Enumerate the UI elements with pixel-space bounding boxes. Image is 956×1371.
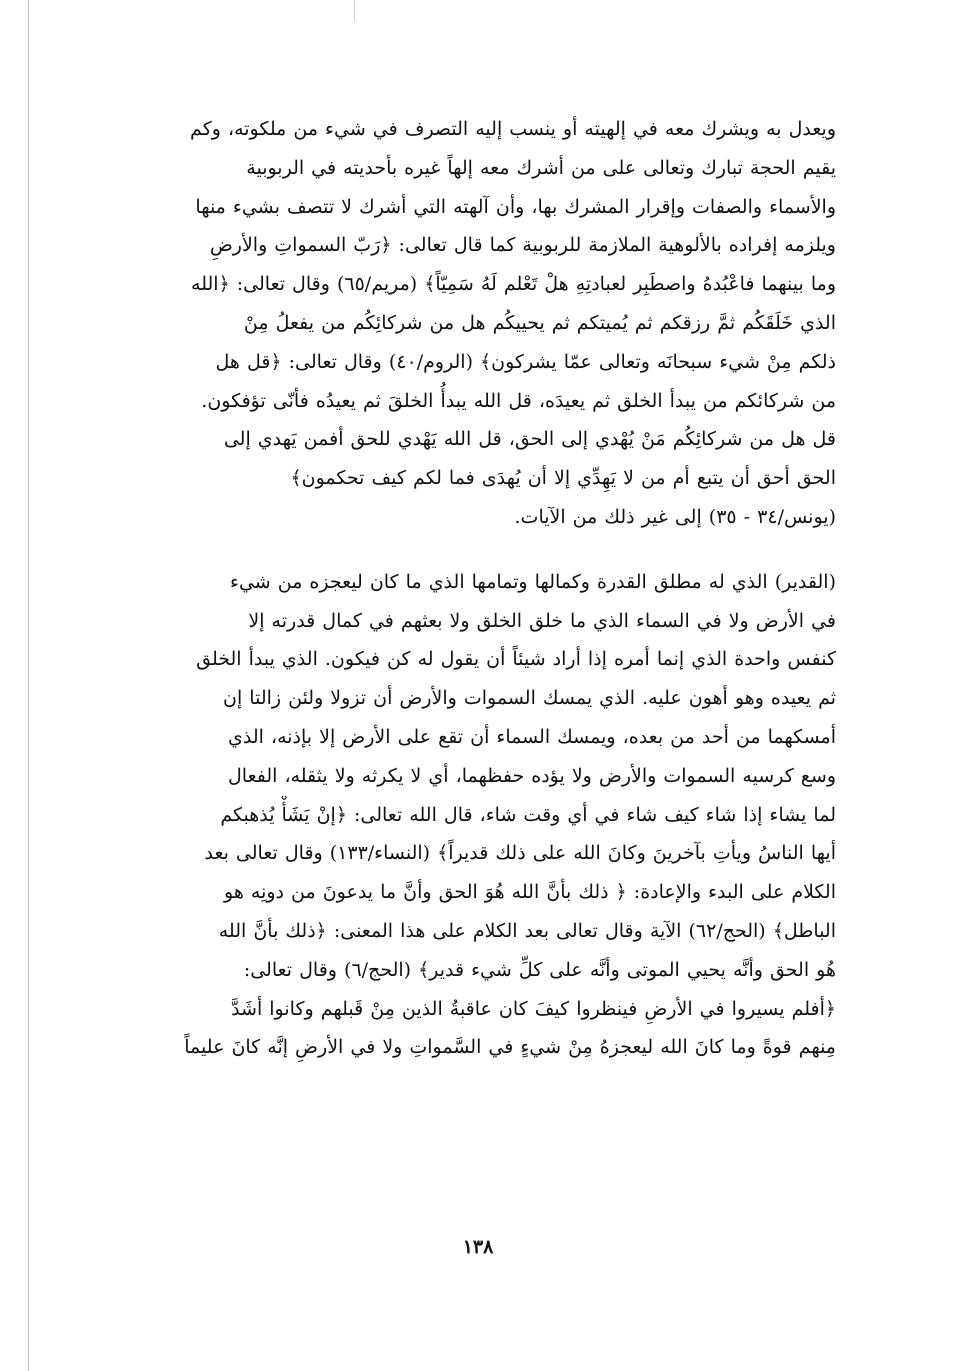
text-line: كنفس واحدة الذي إنما أمره إذا أراد شيئاً أن يقول له كن فيكون. الذي يبدأ الخلق xyxy=(196,648,836,671)
text-line: يقيم الحجة تبارك وتعالى على من أشرك معه إلهاً غيره بأحديته في الربوبية xyxy=(246,156,836,179)
text-line: هُو الحق وأنَّه يحيي الموتى وأنَّه على كلِّ شيء قدير﴾ (الحج/٦) وقال تعالى: xyxy=(243,958,836,981)
page-body xyxy=(124,110,836,1067)
text-line: ويلزمه إفراده بالألوهية الملازمة للربوبية كما قال تعالى: ﴿رَبّ السمواتِ والأرضِ xyxy=(209,234,836,257)
text-line: الحق أحق أن يتبع أم من لا يَهِدِّي إلا أن يُهدَى فما لكم كيف تحكمون﴾ xyxy=(290,467,836,490)
text-line: (القدير) الذي له مطلق القدرة وكمالها وتمامها الذي ما كان ليعجزه من شيء xyxy=(230,570,836,593)
text-line: مِنهم قوةً وما كانَ الله ليعجزهُ مِنْ شيءٍ في السَّمواتِ ولا في الأرضِ إنَّه كانَ عليماً xyxy=(184,1036,836,1059)
text-line: وسع كرسيه السموات والأرض ولا يؤده حفظهما، أي لا يكرثه ولا يثقله، الفعال xyxy=(227,764,836,787)
text-line: وما بينهما فاعْبُدهُ واصطَبِر لعبادتِهِ هلْ تَعْلم لَهُ سَمِيّاً﴾ (مريم/٦٥) وقال تعالى: ﴿الله xyxy=(191,273,836,296)
text-line: (يونس/٣٤ - ٣٥) إلى غير ذلك من الآيات. xyxy=(514,505,836,528)
text-line: ثم يعيده وهو أهون عليه. الذي يمسك السموات والأرض أن تزولا ولئن زالتا إن xyxy=(223,687,836,710)
text-line: الكلام على البدء والإعادة: ﴿ ذلك بأنَّ الله هُوَ الحق وأنَّ ما يدعونَ من دونِه هو xyxy=(224,881,836,904)
text-line: ذلكم مِنْ شيء سبحانَه وتعالى عمّا يشركون﴾ (الروم/٤٠) وقال تعالى: ﴿قل هل xyxy=(215,350,836,373)
text-line: الباطل﴾ (الحج/٦٢) الآية وقال تعالى بعد الكلام على هذا المعنى: ﴿ذلك بأنَّ الله xyxy=(218,919,836,942)
text-line: الذي خَلَقَكُم ثمَّ رزقكم ثم يُميتكم ثم يحييكُم هل من شركائِكُم من يفعلُ مِنْ xyxy=(243,311,836,334)
text-line: قل هل من شركائِكُم مَنْ يُهْدي إلى الحق، قل الله يَهْدي للحق أفمن يَهدي إلى xyxy=(223,428,836,451)
text-line: أيها الناسُ ويأتِ بآخرينَ وكانَ الله على ذلك قديراً﴾ (النساء/١٣٣) وقال تعالى بعد xyxy=(204,842,836,865)
scan-edge-left xyxy=(28,0,29,1371)
text-line: والأسماء والصفات وإقرار المشرك بها، وأن آلهته التي أشرك لا تتصف بشيء منها xyxy=(195,195,836,218)
scan-edge-top xyxy=(354,0,355,22)
text-line: ﴿أفلم يسيروا في الأرضِ فينظروا كيفَ كان عاقبةُ الذين مِنْ قَبلهم وكانوا أشَدَّ xyxy=(231,997,836,1020)
paragraph-1 xyxy=(124,110,836,537)
page-number: ١٣٨ xyxy=(462,1236,494,1258)
text-line: في الأرض ولا في السماء الذي ما خلق الخلق ولا بعثهم في كمال قدرته إلا xyxy=(248,609,836,632)
text-line: لما يشاء إذا شاء كيف شاء في أي وقت شاء، قال الله تعالى: ﴿إنْ يَشَأْ يُذهبكم xyxy=(220,803,836,826)
text-line: أمسكهما من أحد من بعده، ويمسك السماء أن تقع على الأرض إلا بإذنه، الذي xyxy=(227,725,836,748)
text-line: ويعدل به ويشرك معه في إلهيته أو ينسب إليه التصرف في شيء من ملكوته، وكم xyxy=(190,118,836,140)
paragraph-2 xyxy=(124,563,836,1067)
text-line: من شركائكم من يبدأ الخلق ثم يعيدَه، قل الله يبدأُ الخلقَ ثم يعيدُه فأنّى تؤفكون. xyxy=(201,389,836,412)
